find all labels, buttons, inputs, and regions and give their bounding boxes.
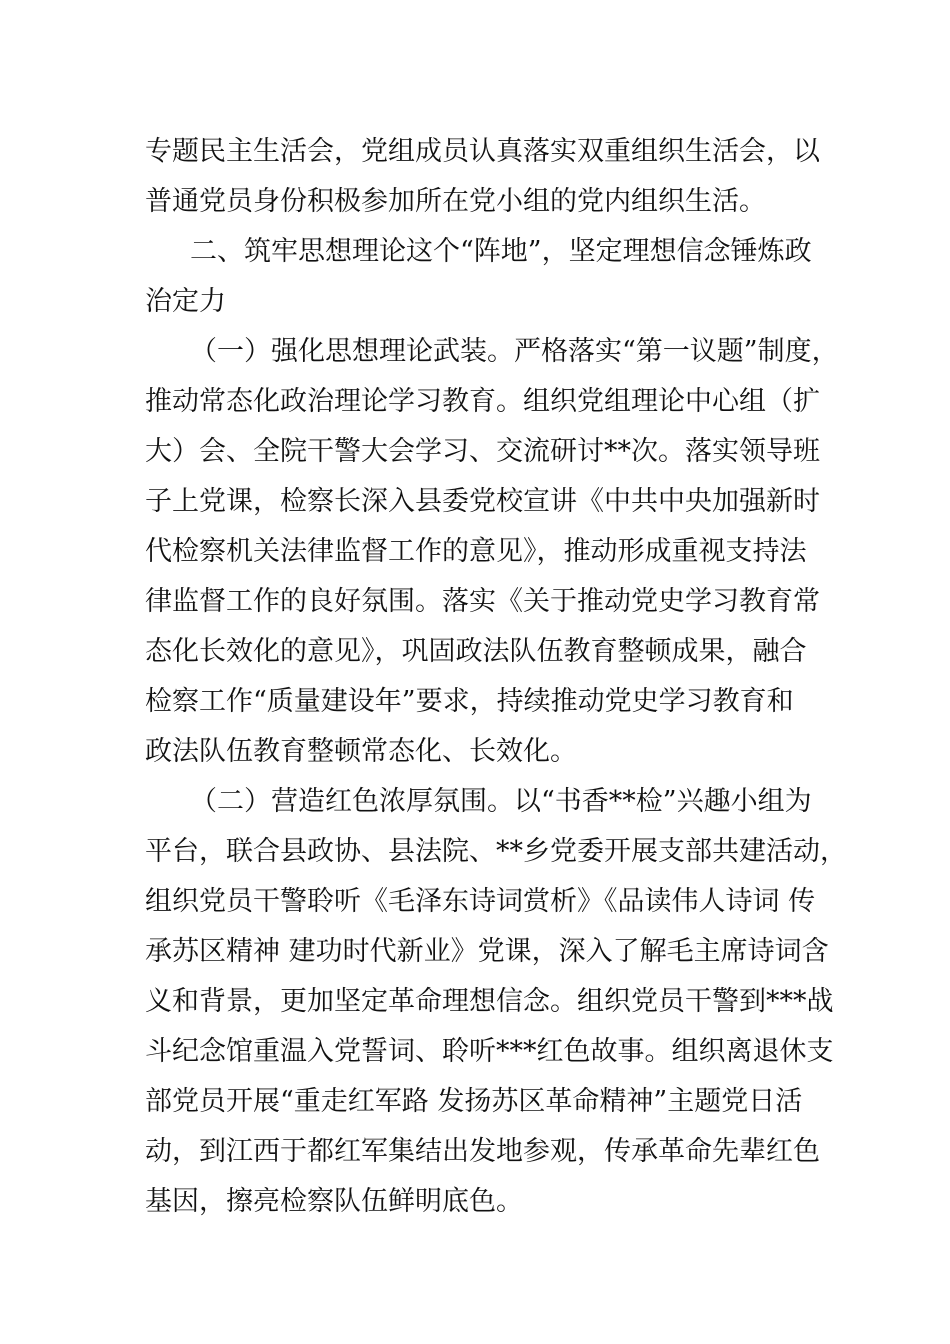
section-heading-line: 治定力	[145, 286, 226, 317]
text-line: 动，到江西于都红军集结出发地参观，传承革命先辈红色	[145, 1136, 820, 1167]
text-line: 大）会、全院干警大会学习、交流研讨**次。落实领导班	[145, 436, 820, 467]
text-line: 部党员开展“重走红军路 发扬苏区革命精神”主题党日活	[145, 1086, 803, 1117]
text-line: 专题民主生活会，党组成员认真落实双重组织生活会，以	[145, 136, 820, 167]
text-line: 子上党课，检察长深入县委党校宣讲《中共中央加强新时	[145, 486, 820, 517]
text-line: 组织党员干警聆听《毛泽东诗词赏析》《品读伟人诗词 传	[145, 886, 816, 917]
text-line: 斗纪念馆重温入党誓词、聆听***红色故事。组织离退休支	[145, 1036, 834, 1067]
text-line: 律监督工作的良好氛围。落实《关于推动党史学习教育常	[145, 586, 820, 617]
text-line: 政法队伍教育整顿常态化、长效化。	[145, 736, 577, 767]
text-line: 代检察机关法律监督工作的意见》，推动形成重视支持法	[145, 536, 807, 567]
text-line: （二）营造红色浓厚氛围。以“书香**检”兴趣小组为	[190, 786, 812, 817]
text-line: 普通党员身份积极参加所在党小组的党内组织生活。	[145, 186, 766, 217]
section-heading-line: 二、筑牢思想理论这个“阵地”，坚定理想信念锤炼政	[190, 236, 812, 267]
text-line: 推动常态化政治理论学习教育。组织党组理论中心组（扩	[145, 386, 820, 417]
text-line: 承苏区精神 建功时代新业》党课，深入了解毛主席诗词含	[145, 936, 829, 967]
text-line: （一）强化思想理论武装。严格落实“第一议题”制度，	[190, 336, 839, 367]
text-line: 平台，联合县政协、县法院、**乡党委开展支部共建活动，	[145, 836, 847, 867]
text-line: 义和背景，更加坚定革命理想信念。组织党员干警到***战	[145, 986, 834, 1017]
text-line: 基因，擦亮检察队伍鲜明底色。	[145, 1186, 523, 1217]
text-line: 检察工作“质量建设年”要求，持续推动党史学习教育和	[145, 686, 794, 717]
text-line: 态化长效化的意见》，巩固政法队伍教育整顿成果，融合	[145, 636, 807, 667]
